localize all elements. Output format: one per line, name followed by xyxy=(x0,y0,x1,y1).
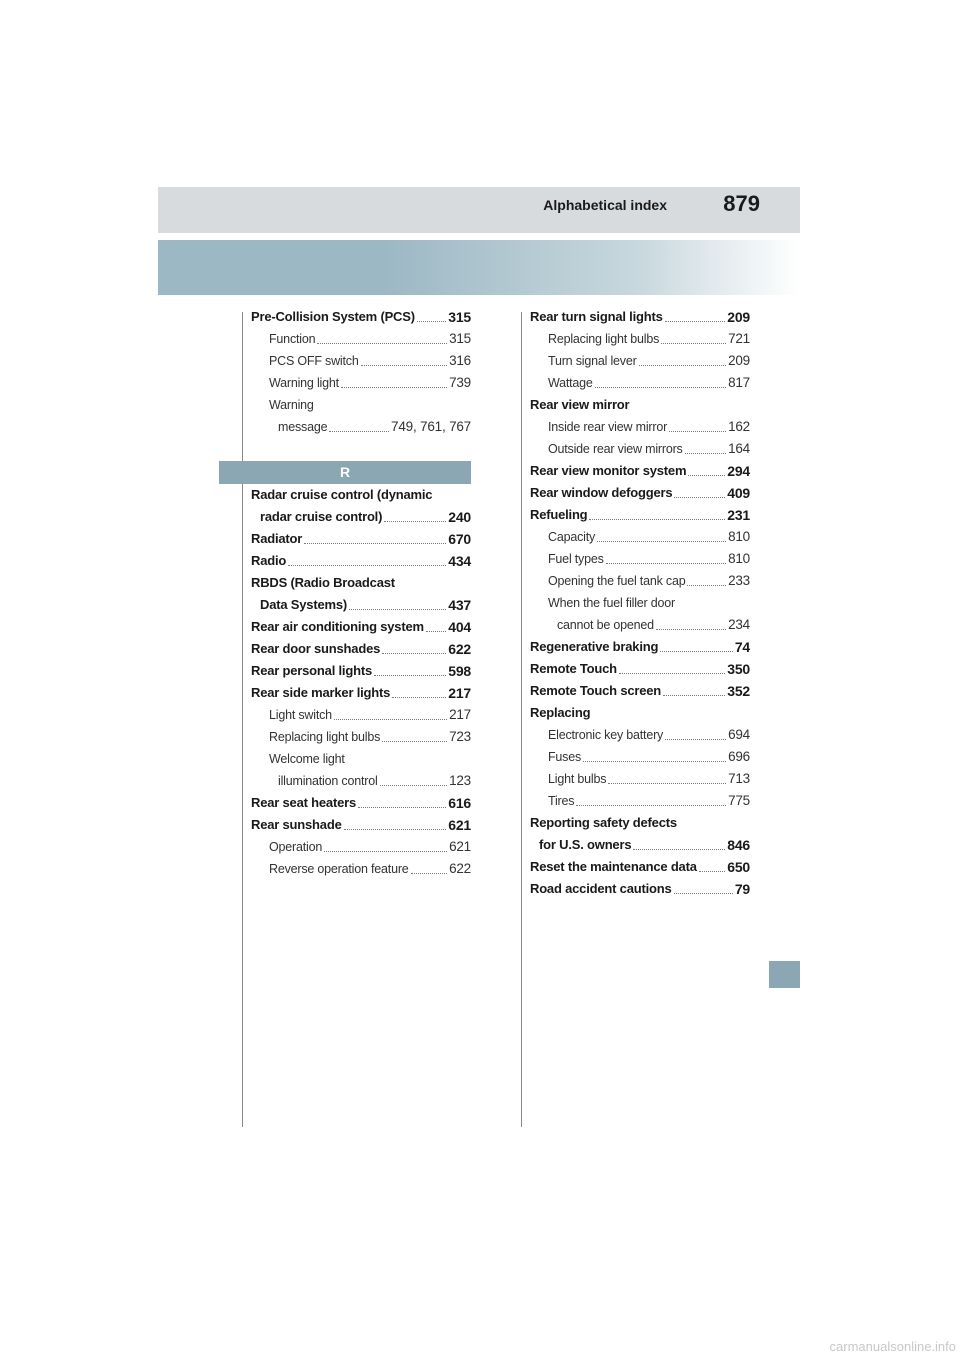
column-rule-middle xyxy=(521,312,522,1127)
leader-dots xyxy=(660,651,733,652)
index-entry-page: 79 xyxy=(734,881,750,897)
index-entry xyxy=(530,790,750,812)
leader-dots xyxy=(392,697,446,698)
index-entry-page: 217 xyxy=(449,707,471,722)
index-entry xyxy=(530,878,750,900)
index-entry-label: Outside rear view mirrors xyxy=(548,442,683,456)
index-entry-label: Rear air conditioning system xyxy=(251,619,424,634)
index-entry xyxy=(251,528,471,550)
index-entry-page: 315 xyxy=(448,309,471,325)
index-entry-page: 434 xyxy=(448,553,471,569)
index-entry xyxy=(530,526,750,548)
index-entry-label: illumination control xyxy=(278,774,378,788)
index-entry-page: 713 xyxy=(728,771,750,786)
index-entry-label: Wattage xyxy=(548,376,593,390)
index-entry-label: Light bulbs xyxy=(548,772,607,786)
index-entry-page: 162 xyxy=(728,419,750,434)
index-column-left-top xyxy=(251,306,471,438)
leader-dots xyxy=(669,431,726,432)
index-entry xyxy=(530,306,750,328)
index-entry xyxy=(251,616,471,638)
index-entry xyxy=(530,724,750,746)
index-entry-page: 739 xyxy=(449,375,471,390)
index-entry-page: 622 xyxy=(449,861,471,876)
column-rule-left xyxy=(242,312,243,1127)
index-entry-label: Function xyxy=(269,332,316,346)
index-entry xyxy=(530,636,750,658)
index-column-left-bottom xyxy=(251,484,471,880)
leader-dots xyxy=(633,849,725,850)
index-entry-label: Rear side marker lights xyxy=(251,685,391,700)
index-entry xyxy=(530,328,750,350)
index-entry xyxy=(251,506,471,528)
index-entry-label: Pre-Collision System (PCS) xyxy=(251,309,415,324)
index-entry-page: 437 xyxy=(448,597,471,613)
index-entry-page: 616 xyxy=(448,795,471,811)
index-entry xyxy=(530,856,750,878)
chapter-tab xyxy=(769,961,800,988)
index-entry-label: Capacity xyxy=(548,530,596,544)
index-entry-label: Reverse operation feature xyxy=(269,862,409,876)
index-entry-page: 670 xyxy=(448,531,471,547)
section-title: Alphabetical index xyxy=(543,197,667,213)
index-entry-label: Fuel types xyxy=(548,552,604,566)
index-column-right xyxy=(530,306,750,900)
index-entry xyxy=(530,460,750,482)
decorative-band xyxy=(158,240,800,295)
index-entry xyxy=(530,658,750,680)
index-entry xyxy=(530,482,750,504)
index-entry-page: 817 xyxy=(728,375,750,390)
index-entry-page: 749, 761, 767 xyxy=(391,419,471,434)
leader-dots xyxy=(663,695,725,696)
index-entry-label: Light switch xyxy=(269,708,332,722)
index-entry-label: Electronic key battery xyxy=(548,728,664,742)
index-entry-label: message xyxy=(278,420,328,434)
leader-dots xyxy=(608,783,726,784)
index-entry-label: When the fuel filler door xyxy=(548,596,676,610)
index-entry xyxy=(251,416,471,438)
index-entry-page: 217 xyxy=(448,685,471,701)
index-entry-page: 621 xyxy=(448,817,471,833)
index-entry xyxy=(251,394,471,416)
index-entry xyxy=(251,484,471,506)
index-entry-label: Welcome light xyxy=(269,752,345,766)
leader-dots xyxy=(597,541,726,542)
leader-dots xyxy=(349,609,446,610)
index-entry-label: Opening the fuel tank cap xyxy=(548,574,686,588)
index-entry-label: Regenerative braking xyxy=(530,639,659,654)
index-entry-page: 650 xyxy=(727,859,750,875)
leader-dots xyxy=(344,829,447,830)
index-entry-label: Refueling xyxy=(530,507,588,522)
index-entry-label: Fuses xyxy=(548,750,582,764)
leader-dots xyxy=(583,761,726,762)
index-entry xyxy=(530,812,750,834)
index-entry-label: Remote Touch screen xyxy=(530,683,662,698)
leader-dots xyxy=(595,387,726,388)
index-entry-label: Tires xyxy=(548,794,575,808)
index-entry xyxy=(530,372,750,394)
leader-dots xyxy=(606,563,726,564)
index-entry-page: 622 xyxy=(448,641,471,657)
index-entry-page: 621 xyxy=(449,839,471,854)
leader-dots xyxy=(674,893,733,894)
index-entry-label: Warning light xyxy=(269,376,339,390)
index-entry-page: 598 xyxy=(448,663,471,679)
index-entry-label: Replacing xyxy=(530,705,591,720)
index-entry-label: Data Systems) xyxy=(260,597,347,612)
index-entry-page: 775 xyxy=(728,793,750,808)
leader-dots xyxy=(384,521,446,522)
index-entry-page: 316 xyxy=(449,353,471,368)
index-entry-label: Rear window defoggers xyxy=(530,485,673,500)
index-entry-label: Rear view monitor system xyxy=(530,463,687,478)
index-entry-label: Rear view mirror xyxy=(530,397,630,412)
index-entry-label: Rear personal lights xyxy=(251,663,372,678)
leader-dots xyxy=(656,629,726,630)
index-entry-label: Rear sunshade xyxy=(251,817,342,832)
index-entry-page: 352 xyxy=(727,683,750,699)
leader-dots xyxy=(589,519,725,520)
leader-dots xyxy=(665,321,726,322)
index-entry xyxy=(251,682,471,704)
index-entry-label: Rear door sunshades xyxy=(251,641,381,656)
index-entry xyxy=(530,768,750,790)
index-entry xyxy=(251,660,471,682)
leader-dots xyxy=(665,739,726,740)
index-entry xyxy=(251,836,471,858)
leader-dots xyxy=(661,343,726,344)
index-entry-page: 694 xyxy=(728,727,750,742)
index-entry-label: Warning xyxy=(269,398,314,412)
leader-dots xyxy=(358,807,446,808)
index-entry-page: 164 xyxy=(728,441,750,456)
watermark: carmanualsonline.info xyxy=(829,1339,956,1354)
index-entry xyxy=(530,570,750,592)
index-entry-label: Reporting safety defects xyxy=(530,815,677,830)
index-entry xyxy=(251,594,471,616)
leader-dots xyxy=(426,631,446,632)
header-bar xyxy=(158,187,800,233)
index-entry-page: 723 xyxy=(449,729,471,744)
index-entry-page: 810 xyxy=(728,551,750,566)
index-entry xyxy=(251,770,471,792)
leader-dots xyxy=(304,543,446,544)
index-entry-page: 233 xyxy=(728,573,750,588)
index-entry xyxy=(530,548,750,570)
index-entry-page: 721 xyxy=(728,331,750,346)
leader-dots xyxy=(576,805,726,806)
leader-dots xyxy=(639,365,727,366)
index-entry-page: 209 xyxy=(727,309,750,325)
index-entry-label: Replacing light bulbs xyxy=(548,332,660,346)
index-entry xyxy=(251,550,471,572)
index-entry xyxy=(251,792,471,814)
leader-dots xyxy=(334,719,447,720)
index-entry xyxy=(251,814,471,836)
index-entry-label: Remote Touch xyxy=(530,661,617,676)
index-entry xyxy=(251,638,471,660)
index-entry-label: Inside rear view mirror xyxy=(548,420,668,434)
index-entry xyxy=(530,614,750,636)
index-entry-label: Rear turn signal lights xyxy=(530,309,663,324)
index-entry-label: for U.S. owners xyxy=(539,837,632,852)
index-entry xyxy=(530,394,750,416)
index-entry xyxy=(530,834,750,856)
leader-dots xyxy=(687,585,726,586)
index-entry xyxy=(251,726,471,748)
leader-dots xyxy=(317,343,447,344)
index-entry-page: 696 xyxy=(728,749,750,764)
leader-dots xyxy=(361,365,447,366)
index-entry-page: 123 xyxy=(449,773,471,788)
index-entry xyxy=(251,704,471,726)
leader-dots xyxy=(674,497,725,498)
index-entry-label: RBDS (Radio Broadcast xyxy=(251,575,395,590)
index-entry-page: 404 xyxy=(448,619,471,635)
index-entry-label: cannot be opened xyxy=(557,618,654,632)
letter-section-header: R xyxy=(219,461,471,484)
leader-dots xyxy=(380,785,448,786)
leader-dots xyxy=(688,475,725,476)
index-entry-label: Reset the maintenance data xyxy=(530,859,697,874)
index-entry xyxy=(530,438,750,460)
leader-dots xyxy=(685,453,726,454)
index-entry-page: 409 xyxy=(727,485,750,501)
leader-dots xyxy=(341,387,447,388)
index-entry xyxy=(530,702,750,724)
index-entry-page: 234 xyxy=(728,617,750,632)
index-entry xyxy=(530,746,750,768)
index-entry xyxy=(251,306,471,328)
leader-dots xyxy=(382,741,447,742)
index-entry xyxy=(530,416,750,438)
index-entry-label: radar cruise control) xyxy=(260,509,383,524)
leader-dots xyxy=(411,873,448,874)
index-entry xyxy=(530,680,750,702)
leader-dots xyxy=(374,675,446,676)
leader-dots xyxy=(619,673,725,674)
index-entry xyxy=(530,592,750,614)
page-number: 879 xyxy=(723,191,760,216)
index-entry-page: 240 xyxy=(448,509,471,525)
index-entry-label: Radiator xyxy=(251,531,303,546)
index-entry xyxy=(530,504,750,526)
index-entry xyxy=(251,572,471,594)
index-entry xyxy=(251,748,471,770)
index-entry-page: 350 xyxy=(727,661,750,677)
index-entry-label: Operation xyxy=(269,840,323,854)
index-entry-page: 810 xyxy=(728,529,750,544)
index-entry-label: Radio xyxy=(251,553,287,568)
leader-dots xyxy=(329,431,389,432)
leader-dots xyxy=(417,321,446,322)
leader-dots xyxy=(699,871,725,872)
index-entry-label: PCS OFF switch xyxy=(269,354,359,368)
index-entry xyxy=(530,350,750,372)
leader-dots xyxy=(382,653,446,654)
index-entry xyxy=(251,328,471,350)
index-entry-label: Replacing light bulbs xyxy=(269,730,381,744)
index-entry-page: 74 xyxy=(734,639,750,655)
index-entry-page: 294 xyxy=(727,463,750,479)
leader-dots xyxy=(324,851,447,852)
index-entry-page: 209 xyxy=(728,353,750,368)
index-entry-page: 231 xyxy=(727,507,750,523)
index-entry-label: Rear seat heaters xyxy=(251,795,356,810)
index-entry xyxy=(251,858,471,880)
index-entry xyxy=(251,350,471,372)
index-entry-label: Turn signal lever xyxy=(548,354,637,368)
index-entry-label: Road accident cautions xyxy=(530,881,672,896)
index-entry-page: 846 xyxy=(727,837,750,853)
index-entry-page: 315 xyxy=(449,331,471,346)
index-entry xyxy=(251,372,471,394)
index-entry-label: Radar cruise control (dynamic xyxy=(251,487,433,502)
leader-dots xyxy=(288,565,446,566)
